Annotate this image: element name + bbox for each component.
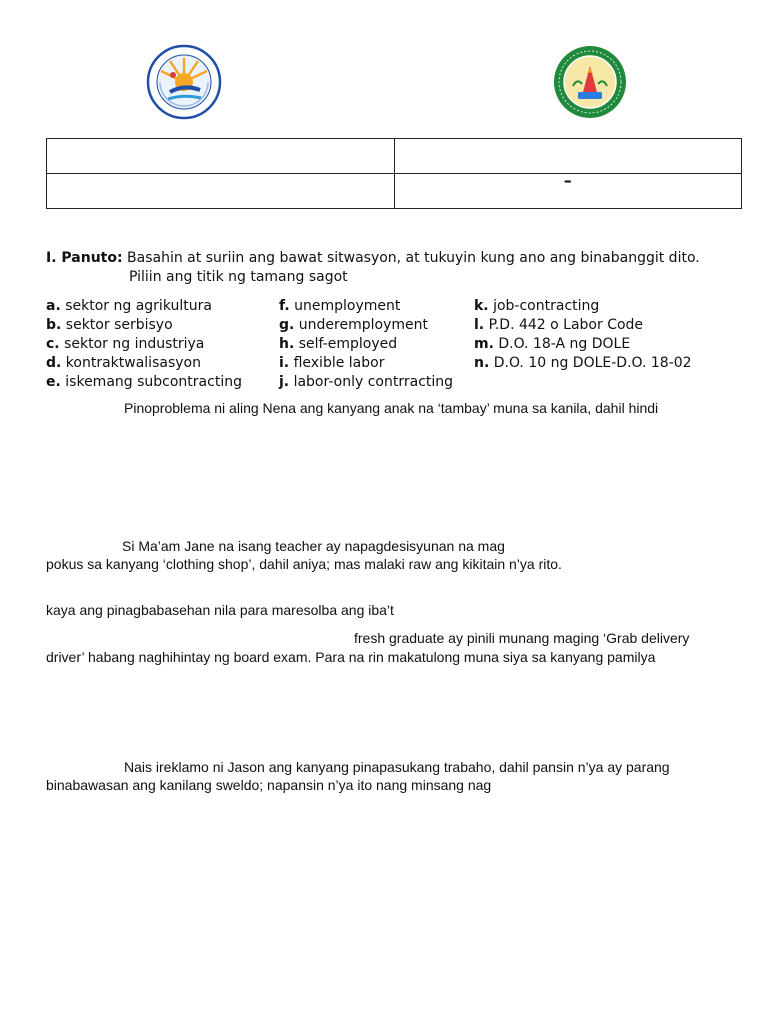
choice-item: b. sektor serbisyo xyxy=(46,317,173,333)
table-cell xyxy=(394,139,742,174)
situation-2-line-1: Si Ma’am Jane na isang teacher ay napagdesisyunan na mag xyxy=(122,538,505,554)
instructions-text: Basahin at suriin ang bawat sitwasyon, at tukuyin kung ano ang binabanggit dito. xyxy=(127,250,700,266)
choice-item: m. D.O. 18-A ng DOLE xyxy=(474,336,631,352)
instructions-line-1 xyxy=(46,250,700,266)
table-row xyxy=(47,174,742,209)
choice-item: k. job-contracting xyxy=(474,298,600,314)
choice-item: l. P.D. 442 o Labor Code xyxy=(474,317,644,333)
choice-item: h. self-employed xyxy=(279,336,398,352)
choices-column-1 xyxy=(46,297,242,392)
choice-item: f. unemployment xyxy=(279,298,401,314)
choice-item: d. kontraktwalisasyon xyxy=(46,355,201,371)
table-cell xyxy=(47,174,395,209)
instructions-line-2: Piliin ang titik ng tamang sagot xyxy=(129,269,348,285)
choice-item: j. labor-only contrracting xyxy=(279,374,454,390)
choice-item: e. iskemang subcontracting xyxy=(46,374,242,390)
choice-item: c. sektor ng industriya xyxy=(46,336,205,352)
table-cell-dash: – xyxy=(394,174,742,209)
situation-5-line-2: binabawasan ang kanilang sweldo; napansin n’ya ito nang minsang nag xyxy=(46,777,492,793)
table-cell xyxy=(47,139,395,174)
choice-item: g. underemployment xyxy=(279,317,428,333)
deped-rizal-seal-icon xyxy=(146,44,222,120)
choice-item: i. flexible labor xyxy=(279,355,385,371)
table-row xyxy=(47,139,742,174)
situation-5-line-1: Nais ireklamo ni Jason ang kanyang pinapasukang trabaho, dahil pansin n’ya ay parang xyxy=(124,759,670,775)
situation-3-text: kaya ang pinagbabasehan nila para maresolba ang iba’t xyxy=(46,602,394,618)
choices-column-2 xyxy=(279,297,453,392)
instructions-label: I. Panuto: xyxy=(46,250,123,266)
header-info-table xyxy=(46,138,742,209)
choices-column-3 xyxy=(474,297,692,373)
situation-2-line-2: pokus sa kanyang ‘clothing shop’, dahil aniya; mas malaki raw ang kikitain n’ya rito. xyxy=(46,556,562,572)
situation-1-text: Pinoproblema ni aling Nena ang kanyang anak na ‘tambay’ muna sa kanila, dahil hindi xyxy=(124,400,659,416)
school-seal-icon xyxy=(549,44,631,120)
situation-4-line-2: driver’ habang naghihintay ng board exam. Para na rin makatulong muna siya sa kanyang pamilya xyxy=(46,649,656,665)
choice-item: n. D.O. 10 ng DOLE-D.O. 18-02 xyxy=(474,355,692,371)
choice-item: a. sektor ng agrikultura xyxy=(46,298,212,314)
situation-4-line-1: fresh graduate ay pinili munang maging ‘Grab delivery xyxy=(354,630,690,646)
